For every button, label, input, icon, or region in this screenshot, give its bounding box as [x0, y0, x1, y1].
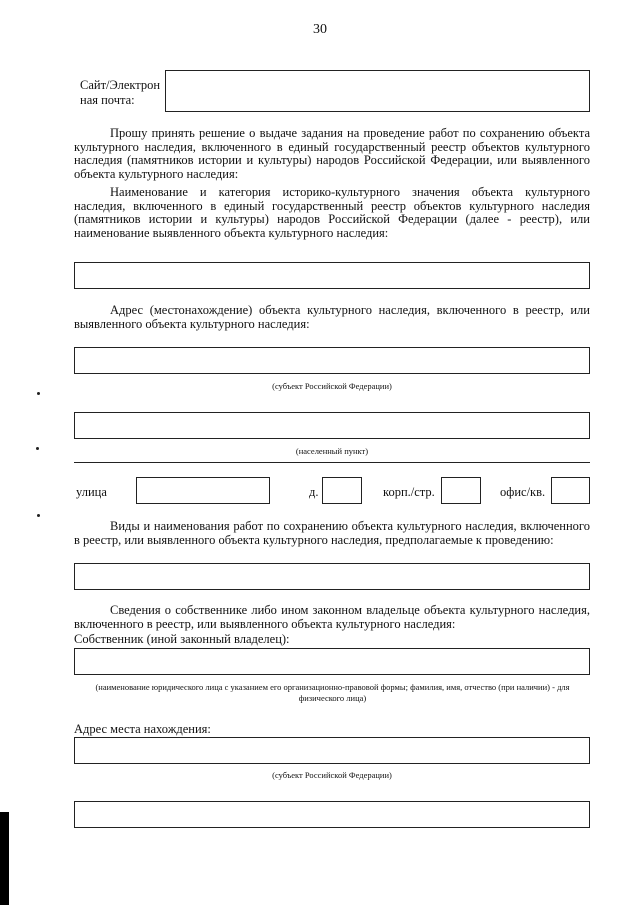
works-paragraph-text: Виды и наименования работ по сохранению объекта культурного наследия, включенного в реестр, или выявленного объекта культурного наследия, предполагаемые к проведению:: [74, 519, 590, 547]
scan-edge-bar: [0, 812, 9, 905]
website-email-field[interactable]: [165, 70, 590, 112]
website-email-label-line1: Сайт/Электрон: [80, 78, 161, 92]
website-email-label-line2: ная почта:: [80, 93, 135, 107]
address-paragraph: [74, 304, 590, 331]
request-paragraph-text: Прошу принять решение о выдаче задания на проведение работ по сохранению объекта культурного наследия, включенного в единый государственный реестр объектов культурного наследия (памятников истории и культуры) народов Российской Федерации, или выявленного объекта культурного наследия:: [74, 126, 590, 181]
scan-artifact-dot: [37, 514, 40, 517]
house-label: д.: [309, 485, 319, 499]
subject-caption: (субъект Российской Федерации): [272, 381, 392, 391]
subject-field[interactable]: [74, 347, 590, 374]
owner-field[interactable]: [74, 648, 590, 675]
office-label: офис/кв.: [500, 485, 546, 499]
scan-artifact-dot: [36, 447, 39, 450]
building-label: корп./стр.: [383, 485, 435, 499]
divider-line: [74, 462, 590, 463]
locality-field[interactable]: [74, 412, 590, 439]
owner-paragraph: [74, 604, 590, 631]
location-locality-field[interactable]: [74, 801, 590, 828]
object-name-paragraph: [74, 186, 590, 240]
object-name-paragraph-text: Наименование и категория историко-культурного значения объекта культурного наследия, включенного в единый государственный реестр объектов культурного наследия (памятников истории и культуры) народов Российской Федерации (далее - реестр), или наименование выявленного объекта культурного наследия:: [74, 185, 590, 240]
subject-caption-2: (субъект Российской Федерации): [272, 770, 392, 780]
street-label: улица: [76, 485, 107, 499]
owner-caption: (наименование юридического лица с указанием его организационно-правовой формы; фамилия, имя, отчество (при наличии) - для физического лица): [95, 682, 570, 703]
owner-paragraph-text: Сведения о собственнике либо ином законном владельце объекта культурного наследия, включенного в реестр, или выявленного объекта культурного наследия:: [74, 603, 590, 631]
building-field[interactable]: [441, 477, 481, 504]
scan-artifact-dot: [37, 392, 40, 395]
office-field[interactable]: [551, 477, 590, 504]
owner-label: Собственник (иной законный владелец):: [74, 632, 290, 646]
house-field[interactable]: [322, 477, 362, 504]
works-field[interactable]: [74, 563, 590, 590]
works-paragraph: [74, 520, 590, 547]
location-address-label: Адрес места нахождения:: [74, 722, 211, 736]
page-number: 30: [313, 22, 327, 37]
website-email-label: [80, 78, 162, 108]
request-paragraph: [74, 127, 590, 181]
object-name-field[interactable]: [74, 262, 590, 289]
location-subject-field[interactable]: [74, 737, 590, 764]
locality-caption: (населенный пункт): [295, 446, 369, 456]
address-paragraph-text: Адрес (местонахождение) объекта культурного наследия, включенного в реестр, или выявленного объекта культурного наследия:: [74, 303, 590, 331]
street-field[interactable]: [136, 477, 270, 504]
